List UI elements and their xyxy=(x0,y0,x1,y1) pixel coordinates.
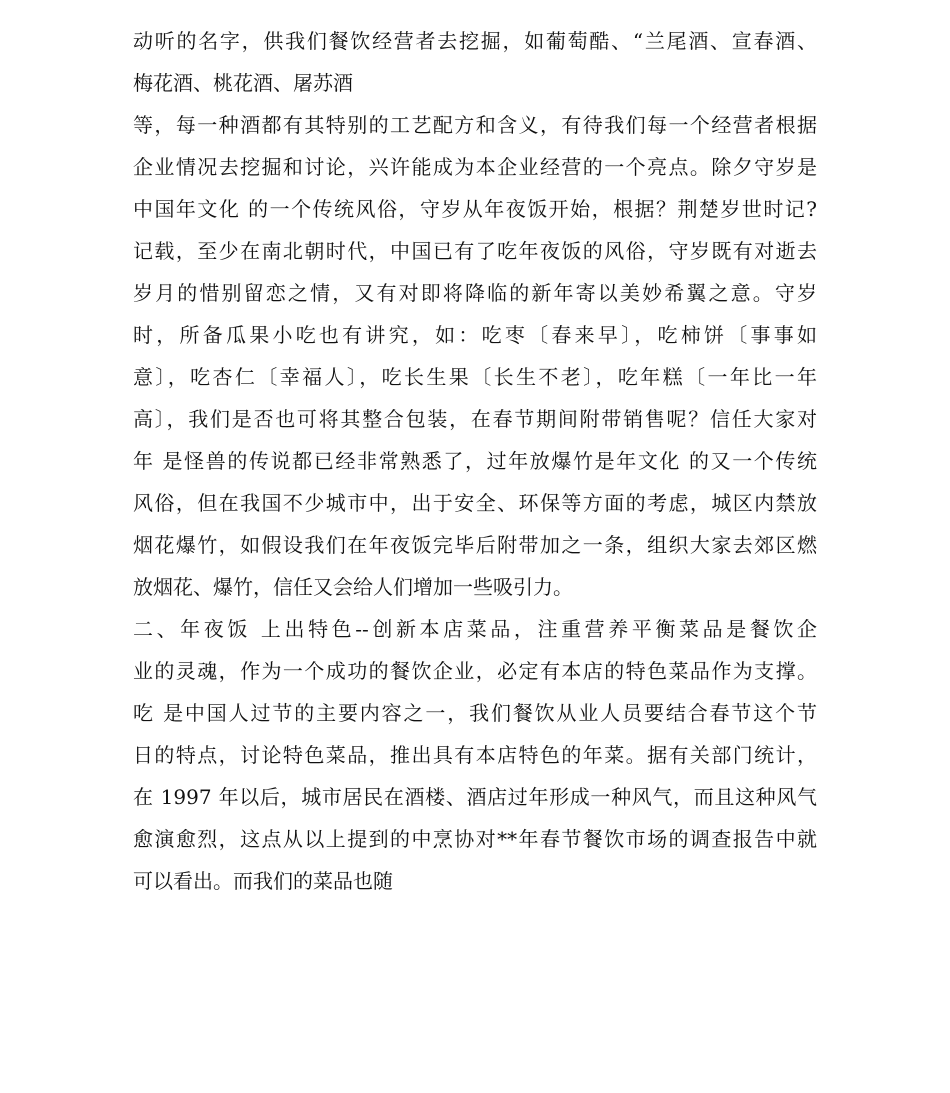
text-line: 年 是怪兽的传说都已经非常熟悉了，过年放爆竹是年文化 的又一个传统 xyxy=(133,449,817,473)
text-line: 高〕，我们是否也可将其整合包装，在春节期间附带销售呢？信任大家对 xyxy=(133,407,817,431)
text-line: 企业情况去挖掘和讨论，兴许能成为本企业经营的一个亮点。除夕守岁是 xyxy=(133,155,817,179)
text-line: 业的灵魂，作为一个成功的餐饮企业，必定有本店的特色菜品作为支撑。 xyxy=(133,659,817,683)
text-line: 岁月的惜别留恋之情，又有对即将降临的新年寄以美妙希翼之意。守岁 xyxy=(133,281,817,305)
text-line: 二、年夜饭 上出特色--创新本店菜品，注重营养平衡菜品是餐饮企 xyxy=(133,617,817,641)
document-body xyxy=(133,20,817,902)
text-line: 烟花爆竹，如假设我们在年夜饭完毕后附带加之一条，组织大家去郊区燃 xyxy=(133,533,817,557)
text-line: 日的特点，讨论特色菜品，推出具有本店特色的年菜。据有关部门统计， xyxy=(133,743,817,767)
text-line: 梅花酒、桃花酒、屠苏酒 xyxy=(133,71,353,95)
text-line: 风俗，但在我国不少城市中，出于安全、环保等方面的考虑，城区内禁放 xyxy=(133,491,817,515)
text-line: 动听的名字，供我们餐饮经营者去挖掘，如葡萄酷、“兰尾酒、宣春酒、 xyxy=(133,29,817,53)
text-line: 中国年文化 的一个传统风俗，守岁从年夜饭开始，根据？荆楚岁世时记? xyxy=(133,197,817,221)
text-line: 时，所备瓜果小吃也有讲究，如：吃枣〔春来早〕，吃柿饼〔事事如 xyxy=(133,323,817,347)
text-line: 在 1997 年以后，城市居民在酒楼、酒店过年形成一种风气，而且这种风气 xyxy=(133,785,817,809)
text-line: 放烟花、爆竹，信任又会给人们增加一些吸引力。 xyxy=(133,575,573,599)
text-line: 可以看出。而我们的菜品也随 xyxy=(133,869,393,893)
text-line: 吃 是中国人过节的主要内容之一，我们餐饮从业人员要结合春节这个节 xyxy=(133,701,817,725)
text-line: 意〕，吃杏仁〔幸福人〕，吃长生果〔长生不老〕，吃年糕〔一年比一年 xyxy=(133,365,817,389)
text-line: 记载，至少在南北朝时代，中国已有了吃年夜饭的风俗，守岁既有对逝去 xyxy=(133,239,817,263)
text-line: 愈演愈烈，这点从以上提到的中烹协对**年春节餐饮市场的调查报告中就 xyxy=(133,827,817,851)
text-line: 等，每一种酒都有其特别的工艺配方和含义，有待我们每一个经营者根据 xyxy=(133,113,817,137)
